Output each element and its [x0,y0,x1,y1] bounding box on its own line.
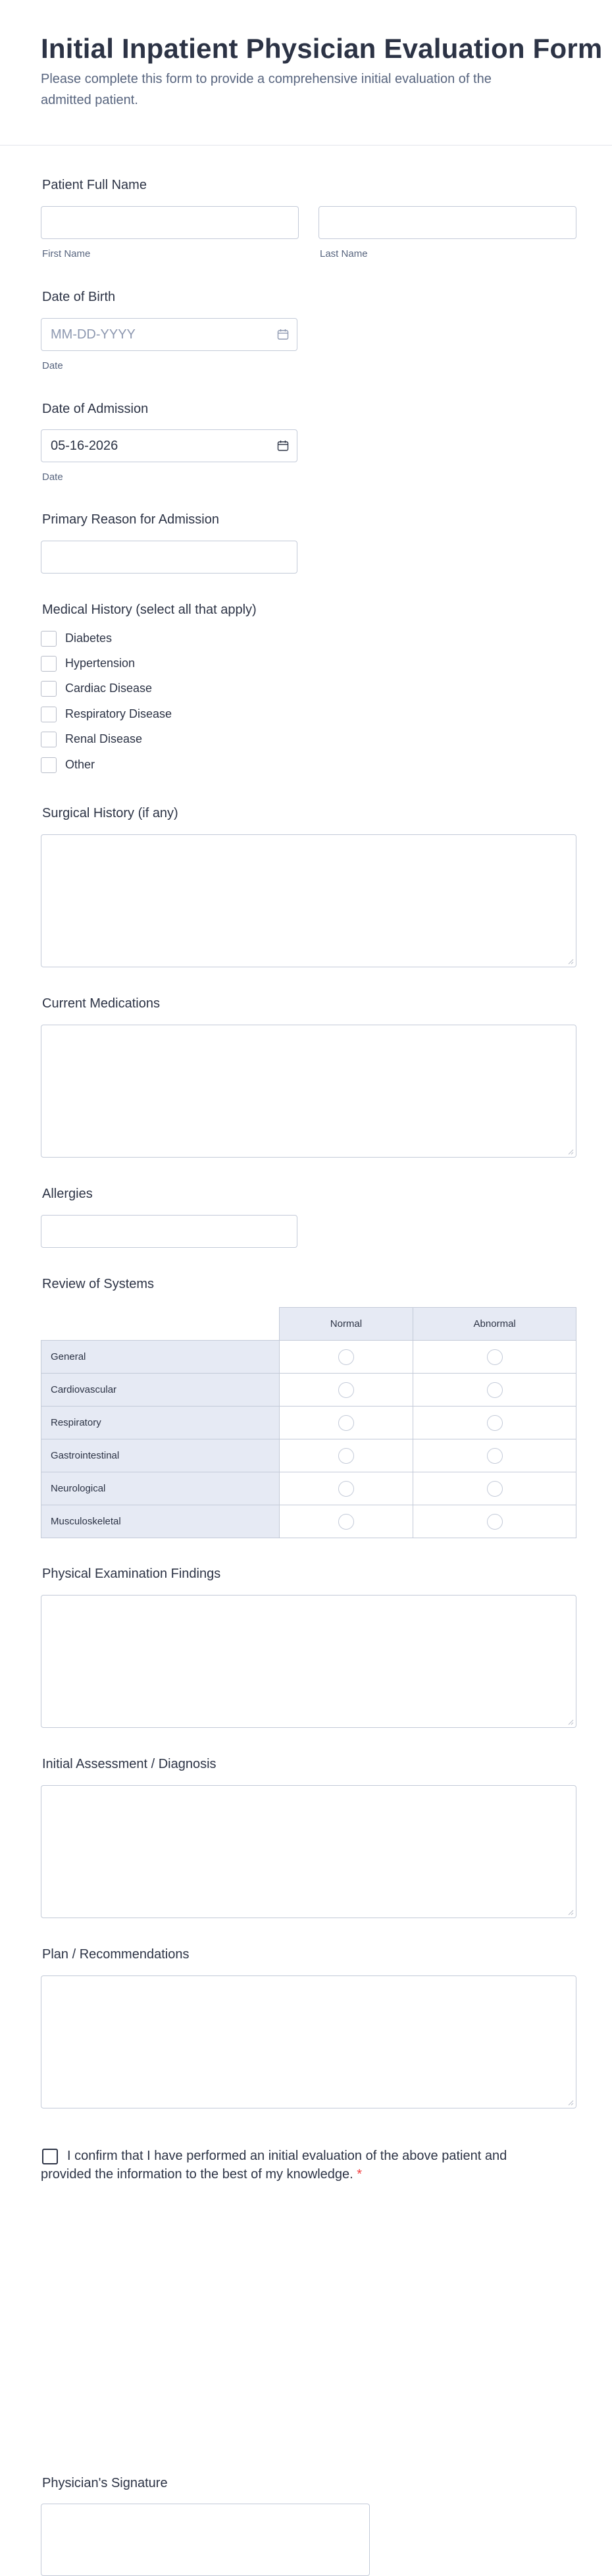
resize-grip-icon[interactable] [567,1148,574,1155]
medical-history-label: Medical History (select all that apply) [42,603,257,617]
required-marker: * [357,2167,363,2182]
table-row [41,1439,576,1472]
checkbox[interactable] [41,631,57,647]
dob-input[interactable] [41,318,297,351]
row-general: General [41,1341,280,1374]
row-gastrointestinal: Gastrointestinal [41,1439,280,1472]
reason-label: Primary Reason for Admission [42,512,219,527]
checkbox[interactable] [41,757,57,773]
dob-label: Date of Birth [42,290,116,304]
table-row [41,1374,576,1407]
column-normal: Normal [279,1308,413,1341]
dob-placeholder: MM-DD-YYYY [51,327,136,342]
radio-musculoskeletal-abnormal[interactable] [487,1514,503,1530]
column-abnormal: Abnormal [413,1308,576,1341]
assessment-textarea[interactable] [41,1785,576,1918]
signature-label: Physician's Signature [42,2476,168,2490]
form-header [0,0,612,146]
radio-neurological-normal[interactable] [338,1481,354,1497]
allergies-label: Allergies [42,1187,93,1201]
calendar-icon[interactable] [277,440,289,452]
plan-label: Plan / Recommendations [42,1947,190,1962]
admission-sublabel: Date [42,471,63,483]
form-subtitle: Please complete this form to provide a comprehensive initial evaluation of the admitted patient. [41,72,492,107]
dob-sublabel: Date [42,360,63,371]
radio-respiratory-normal[interactable] [338,1415,354,1431]
row-respiratory: Respiratory [41,1407,280,1439]
allergies-input[interactable] [41,1215,297,1248]
row-neurological: Neurological [41,1472,280,1505]
review-of-systems-label: Review of Systems [42,1277,155,1291]
row-musculoskeletal: Musculoskeletal [41,1505,280,1538]
table-row [41,1341,576,1374]
resize-grip-icon[interactable] [567,2099,574,2106]
checkbox[interactable] [41,732,57,747]
reason-input[interactable] [41,541,297,574]
admission-date-value: 05-16-2026 [51,439,118,453]
radio-respiratory-abnormal[interactable] [487,1415,503,1431]
checkbox[interactable] [41,681,57,697]
review-of-systems-matrix [41,1307,576,1538]
exam-findings-textarea[interactable] [41,1595,576,1728]
confirm-statement: I confirm that I have performed an initial evaluation of the above patient and provided the information to the best of my knowledge. * [41,2149,507,2182]
radio-gastrointestinal-abnormal[interactable] [487,1448,503,1464]
matrix-corner [41,1308,280,1341]
radio-cardiovascular-abnormal[interactable] [487,1382,503,1398]
exam-findings-label: Physical Examination Findings [42,1567,221,1581]
radio-gastrointestinal-normal[interactable] [338,1448,354,1464]
surgical-history-textarea[interactable] [41,834,576,967]
last-name-sublabel: Last Name [320,248,368,259]
medications-label: Current Medications [42,996,160,1011]
row-cardiovascular: Cardiovascular [41,1374,280,1407]
resize-grip-icon[interactable] [567,1909,574,1916]
first-name-input[interactable] [41,206,299,239]
calendar-icon[interactable] [277,329,289,340]
patient-name-label: Patient Full Name [42,178,147,192]
admission-date-input[interactable] [41,429,297,462]
signature-pad[interactable] [41,2504,370,2576]
resize-grip-icon[interactable] [567,1719,574,1725]
table-row [41,1472,576,1505]
radio-musculoskeletal-normal[interactable] [338,1514,354,1530]
last-name-input[interactable] [319,206,576,239]
table-row [41,1505,576,1538]
surgical-history-label: Surgical History (if any) [42,806,178,820]
medications-textarea[interactable] [41,1025,576,1158]
radio-cardiovascular-normal[interactable] [338,1382,354,1398]
resize-grip-icon[interactable] [567,958,574,965]
form-title: Initial Inpatient Physician Evaluation Form [41,33,603,64]
admission-label: Date of Admission [42,402,149,416]
checkbox[interactable] [41,707,57,722]
plan-textarea[interactable] [41,1975,576,2108]
table-row [41,1407,576,1439]
first-name-sublabel: First Name [42,248,91,259]
radio-general-normal[interactable] [338,1349,354,1365]
radio-general-abnormal[interactable] [487,1349,503,1365]
assessment-label: Initial Assessment / Diagnosis [42,1757,217,1771]
radio-neurological-abnormal[interactable] [487,1481,503,1497]
checkbox[interactable] [41,656,57,672]
